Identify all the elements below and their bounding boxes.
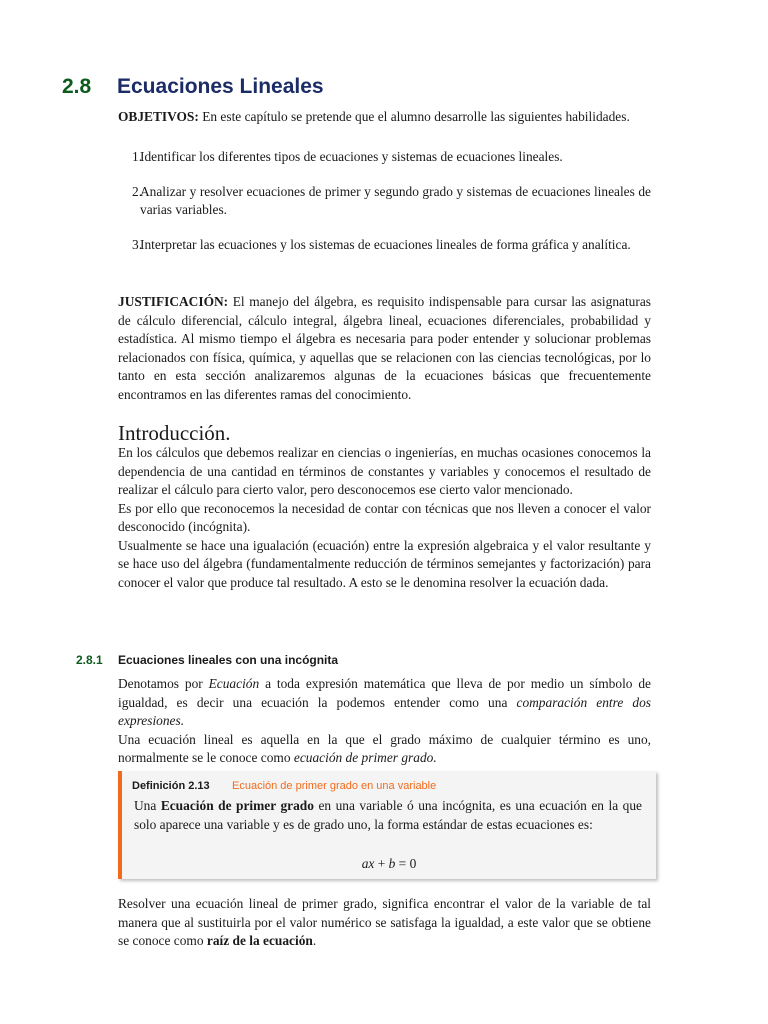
formula-zero: 0 <box>409 856 417 871</box>
introduccion-paragraph-2: Es por ello que reconocemos la necesidad de contar con técnicas que nos lleven a conocer el valor desconocido (incógnita). <box>118 500 651 534</box>
introduccion-paragraph-1: En los cálculos que debemos realizar en ciencias o ingenierías, en muchas ocasiones conocemos la dependencia de una cantidad en términos de constantes y variables y conocemos el resultado de realizar el cálculo para cierto valor, pero desconocemos ese cierto valor mencionado. <box>118 445 651 497</box>
formula-plus: + <box>374 856 389 871</box>
objetivos-text: En este capítulo se pretende que el alumno desarrolle las siguientes habilidades. <box>198 109 630 124</box>
emphasis-ecuacion: Ecuación <box>208 676 260 691</box>
definition-text <box>134 797 642 834</box>
list-item-text: Analizar y resolver ecuaciones de primer y segundo grado y sistemas de ecuaciones lineales de varias variables. <box>140 183 651 217</box>
text-run: en una variable ó una incógnita, es una ecuación en la que solo aparece una variable y es de grado uno, la forma estándar de estas ecuaciones es: <box>134 798 642 832</box>
list-item-text: Identificar los diferentes tipos de ecuaciones y sistemas de ecuaciones lineales. <box>140 149 563 164</box>
subsection-body <box>118 675 651 768</box>
resolver-paragraph <box>118 895 651 951</box>
objetivos-label: OBJETIVOS: <box>118 109 199 124</box>
text-run: Una <box>134 798 161 813</box>
raiz-term: raíz de la ecuación <box>206 933 313 948</box>
denotamos-paragraph <box>118 675 651 731</box>
list-item-number: 1. <box>132 149 143 164</box>
standard-form-formula <box>122 855 656 874</box>
objetivos-list <box>118 148 651 270</box>
text-run: Denotamos por <box>118 676 209 691</box>
text-run: . <box>312 933 317 948</box>
section-number: 2.8 <box>62 75 92 98</box>
definition-title: Ecuación de primer grado en una variable <box>232 780 437 792</box>
text-run: a toda expresión matemática que lleva de por medio un símbolo de igualdad, es decir una ecuación la podemos entender como una <box>118 676 651 710</box>
justificacion-label: JUSTIFICACIÓN: <box>118 294 229 309</box>
emphasis-primer-grado: ecuación de primer grado. <box>293 750 437 765</box>
list-item <box>118 148 651 167</box>
subsection-heading <box>76 651 338 670</box>
definition-box <box>118 771 656 879</box>
introduccion-heading: Introducción. <box>118 421 231 445</box>
subsection-title: Ecuaciones lineales con una incógnita <box>118 653 339 667</box>
objetivos-paragraph <box>118 108 651 127</box>
list-item-text: Interpretar las ecuaciones y los sistemas de ecuaciones lineales de forma gráfica y analítica. <box>140 236 631 252</box>
justificacion-text: El manejo del álgebra, es requisito indispensable para cursar las asignaturas de cálculo diferencial, cálculo integral, álgebra lineal, ecuaciones diferenciales, probabilidad y estadística. Al mismo tiempo el álgebra es necesaria para poder entender y solucionar problemas relacionados con física, química, y aquellas que se relacionen con las ciencias tecnológicas, por lo tanto en esta sección analizaremos algunas de la ecuaciones básicas que frecuentemente encontramos en las diferentes ramas del conocimiento. <box>118 294 651 402</box>
formula-term-b: b <box>388 856 396 871</box>
introduccion-body <box>118 444 651 592</box>
text-run: Resolver una ecuación lineal de primer grado, significa encontrar el valor de la variable de tal manera que al sustituirla por el valor numérico se satisfaga la igualdad, a este valor que se obtiene se conoce como <box>118 896 651 948</box>
list-item-number: 2. <box>132 183 143 199</box>
list-item-number: 3. <box>132 236 143 252</box>
introduccion-paragraph-3: Usualmente se hace una igualación (ecuación) entre la expresión algebraica y el valor resultante y se hace uso del álgebra (fundamentalmente reducción de términos semejantes y factorización) para conocer el valor que produce tal resultado. A esto se le denomina resolver la ecuación dada. <box>118 537 651 590</box>
formula-equals: = <box>395 856 410 871</box>
definition-header <box>132 779 436 793</box>
emphasis-comparacion: comparación entre dos expresiones. <box>118 694 651 728</box>
definition-term: Ecuación de primer grado <box>160 798 314 813</box>
justificacion-paragraph <box>118 293 651 404</box>
ecuacion-lineal-paragraph <box>118 731 651 768</box>
subsection-number: 2.8.1 <box>76 653 103 667</box>
list-item <box>118 236 651 255</box>
list-item <box>118 183 651 220</box>
section-title: Ecuaciones Lineales <box>117 75 324 98</box>
formula-term-ax: ax <box>361 856 375 871</box>
section-heading <box>62 74 324 100</box>
definition-label: Definición 2.13 <box>132 780 210 792</box>
text-run: Una ecuación lineal es aquella en la que el grado máximo de cualquier término es uno, normalmente se le conoce como <box>118 731 651 765</box>
